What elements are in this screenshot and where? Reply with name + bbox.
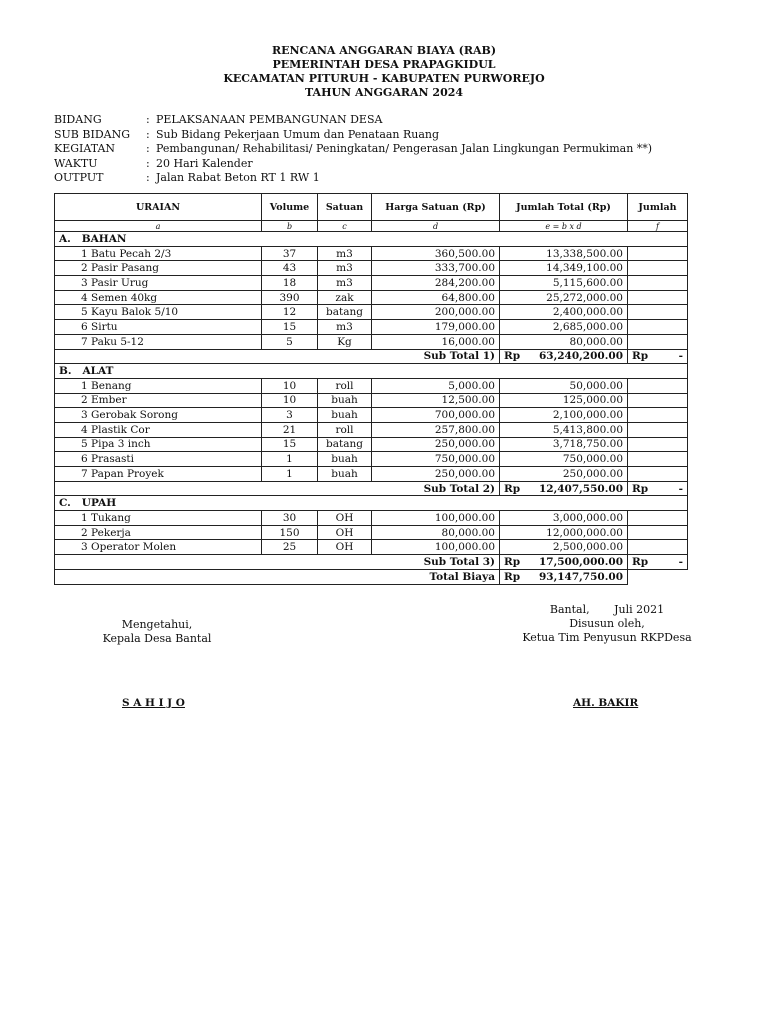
total-empty bbox=[628, 569, 688, 584]
item-unit-price: 700,000.00 bbox=[372, 408, 500, 423]
item-description: 3 Gerobak Sorong bbox=[55, 408, 262, 423]
section-label: A. BAHAN bbox=[55, 232, 688, 247]
item-total: 250,000.00 bbox=[500, 467, 628, 482]
item-jumlah bbox=[628, 334, 688, 349]
item-unit-price: 333,700.00 bbox=[372, 261, 500, 276]
item-unit: buah bbox=[318, 408, 372, 423]
item-description: 5 Pipa 3 inch bbox=[55, 437, 262, 452]
item-jumlah bbox=[628, 408, 688, 423]
section-header-row bbox=[55, 364, 688, 379]
item-unit-price: 16,000.00 bbox=[372, 334, 500, 349]
section-header-row bbox=[55, 232, 688, 247]
item-jumlah bbox=[628, 511, 688, 526]
item-jumlah bbox=[628, 305, 688, 320]
item-unit: zak bbox=[318, 290, 372, 305]
item-volume: 5 bbox=[262, 334, 318, 349]
item-jumlah bbox=[628, 540, 688, 555]
item-unit-price: 257,800.00 bbox=[372, 422, 500, 437]
item-jumlah bbox=[628, 261, 688, 276]
info-separator: : bbox=[146, 113, 150, 126]
item-unit-price: 250,000.00 bbox=[372, 437, 500, 452]
item-unit-price: 360,500.00 bbox=[372, 246, 500, 261]
subtotal-currency: Rp bbox=[504, 555, 521, 568]
total-row bbox=[55, 569, 688, 584]
item-volume: 43 bbox=[262, 261, 318, 276]
item-description: 2 Pasir Pasang bbox=[55, 261, 262, 276]
budget-table bbox=[54, 193, 688, 585]
item-unit-price: 250,000.00 bbox=[372, 467, 500, 482]
info-row bbox=[54, 128, 652, 143]
info-separator: : bbox=[146, 127, 150, 141]
info-key: KEGIATAN bbox=[54, 142, 116, 155]
info-value: Jalan Rabat Beton RT 1 RW 1 bbox=[156, 171, 320, 184]
preparer-name: AH. BAKIR bbox=[573, 697, 639, 709]
item-unit: Kg bbox=[318, 334, 372, 349]
item-unit-price: 179,000.00 bbox=[372, 320, 500, 335]
item-volume: 12 bbox=[262, 305, 318, 320]
subtotal-jumlah-cell bbox=[628, 555, 688, 570]
jumlah-value: - bbox=[678, 555, 683, 568]
item-volume: 25 bbox=[262, 540, 318, 555]
item-total: 14,349,100.00 bbox=[500, 261, 628, 276]
item-jumlah bbox=[628, 422, 688, 437]
item-total: 13,338,500.00 bbox=[500, 246, 628, 261]
section-label: B. ALAT bbox=[55, 364, 688, 379]
table-header-row bbox=[55, 194, 688, 221]
item-description: 2 Ember bbox=[55, 393, 262, 408]
item-unit: roll bbox=[318, 422, 372, 437]
subtotal-value: 63,240,200.00 bbox=[538, 350, 623, 363]
info-row bbox=[54, 113, 652, 128]
item-jumlah bbox=[628, 393, 688, 408]
item-unit-price: 284,200.00 bbox=[372, 276, 500, 291]
item-total: 2,100,000.00 bbox=[500, 408, 628, 423]
item-description: 4 Plastik Cor bbox=[55, 422, 262, 437]
item-description: 2 Pekerja bbox=[55, 525, 262, 540]
item-volume: 21 bbox=[262, 422, 318, 437]
item-volume: 15 bbox=[262, 320, 318, 335]
item-unit-price: 100,000.00 bbox=[372, 540, 500, 555]
item-unit: m3 bbox=[318, 276, 372, 291]
signature-right-block bbox=[514, 603, 700, 645]
item-unit-price: 100,000.00 bbox=[372, 511, 500, 526]
item-unit-price: 5,000.00 bbox=[372, 378, 500, 393]
section-header-row bbox=[55, 496, 688, 511]
jumlah-currency: Rp bbox=[632, 555, 649, 568]
info-row bbox=[54, 171, 652, 186]
table-row bbox=[55, 437, 688, 452]
table-subheader-row bbox=[55, 221, 688, 232]
item-jumlah bbox=[628, 378, 688, 393]
table-row bbox=[55, 320, 688, 335]
info-key: BIDANG bbox=[54, 113, 102, 126]
item-volume: 150 bbox=[262, 525, 318, 540]
title-line-3: KECAMATAN PITURUH - KABUPATEN PURWOREJO bbox=[223, 72, 545, 85]
item-jumlah bbox=[628, 276, 688, 291]
item-volume: 3 bbox=[262, 408, 318, 423]
jumlah-currency: Rp bbox=[632, 482, 649, 495]
item-total: 2,500,000.00 bbox=[500, 540, 628, 555]
col-header-uraian: URAIAN bbox=[55, 194, 262, 221]
table-row bbox=[55, 452, 688, 467]
info-key: OUTPUT bbox=[54, 171, 104, 184]
item-total: 125,000.00 bbox=[500, 393, 628, 408]
item-unit: m3 bbox=[318, 246, 372, 261]
subtotal-row bbox=[55, 555, 688, 570]
place-date: Bantal, Juli 2021 bbox=[549, 603, 665, 616]
item-unit: batang bbox=[318, 437, 372, 452]
table-row bbox=[55, 305, 688, 320]
jumlah-value: - bbox=[678, 350, 683, 363]
item-total: 3,000,000.00 bbox=[500, 511, 628, 526]
subtotal-label: Sub Total 1) bbox=[55, 349, 500, 364]
item-description: 1 Benang bbox=[55, 378, 262, 393]
item-total: 750,000.00 bbox=[500, 452, 628, 467]
table-row bbox=[55, 525, 688, 540]
item-unit: OH bbox=[318, 540, 372, 555]
item-description: 7 Papan Proyek bbox=[55, 467, 262, 482]
item-unit: OH bbox=[318, 525, 372, 540]
item-volume: 15 bbox=[262, 437, 318, 452]
subheader-c: c bbox=[318, 221, 372, 232]
item-description: 5 Kayu Balok 5/10 bbox=[55, 305, 262, 320]
subheader-d: d bbox=[372, 221, 500, 232]
item-jumlah bbox=[628, 525, 688, 540]
item-volume: 30 bbox=[262, 511, 318, 526]
item-volume: 18 bbox=[262, 276, 318, 291]
subheader-a: a bbox=[55, 221, 262, 232]
item-total: 50,000.00 bbox=[500, 378, 628, 393]
table-row bbox=[55, 378, 688, 393]
table-row bbox=[55, 540, 688, 555]
subtotal-value: 17,500,000.00 bbox=[538, 555, 623, 568]
total-label: Total Biaya bbox=[55, 569, 500, 584]
total-currency: Rp bbox=[504, 570, 521, 583]
table-row bbox=[55, 422, 688, 437]
item-jumlah bbox=[628, 320, 688, 335]
activity-info bbox=[54, 113, 652, 186]
item-jumlah bbox=[628, 467, 688, 482]
col-header-volume: Volume bbox=[262, 194, 318, 221]
item-unit: m3 bbox=[318, 320, 372, 335]
subtotal-row bbox=[55, 481, 688, 496]
subtotal-jumlah-cell bbox=[628, 481, 688, 496]
item-jumlah bbox=[628, 246, 688, 261]
item-unit: buah bbox=[318, 452, 372, 467]
subtotal-currency: Rp bbox=[504, 350, 521, 363]
item-unit: batang bbox=[318, 305, 372, 320]
item-jumlah bbox=[628, 290, 688, 305]
approver-title: Kepala Desa Bantal bbox=[102, 632, 212, 645]
subtotal-value-cell bbox=[500, 555, 628, 570]
item-unit-price: 12,500.00 bbox=[372, 393, 500, 408]
prepared-by-label: Disusun oleh, bbox=[569, 617, 645, 630]
item-description: 6 Prasasti bbox=[55, 452, 262, 467]
info-key: SUB BIDANG bbox=[54, 127, 130, 141]
subtotal-value-cell bbox=[500, 349, 628, 364]
jumlah-currency: Rp bbox=[632, 350, 649, 363]
subtotal-jumlah-cell bbox=[628, 349, 688, 364]
item-total: 5,413,800.00 bbox=[500, 422, 628, 437]
subheader-f: f bbox=[628, 221, 688, 232]
info-value: Sub Bidang Pekerjaan Umum dan Penataan Ruang bbox=[156, 127, 440, 141]
item-description: 4 Semen 40kg bbox=[55, 290, 262, 305]
item-unit: buah bbox=[318, 393, 372, 408]
table-row bbox=[55, 246, 688, 261]
info-key: WAKTU bbox=[54, 156, 98, 170]
item-unit: roll bbox=[318, 378, 372, 393]
table-row bbox=[55, 334, 688, 349]
subtotal-label: Sub Total 3) bbox=[55, 555, 500, 570]
item-description: 3 Operator Molen bbox=[55, 540, 262, 555]
total-value-cell bbox=[500, 569, 628, 584]
table-row bbox=[55, 467, 688, 482]
item-jumlah bbox=[628, 452, 688, 467]
subtotal-currency: Rp bbox=[504, 482, 521, 495]
acknowledged-label: Mengetahui, bbox=[121, 618, 193, 631]
item-unit: OH bbox=[318, 511, 372, 526]
item-description: 3 Pasir Urug bbox=[55, 276, 262, 291]
item-total: 12,000,000.00 bbox=[500, 525, 628, 540]
item-unit-price: 200,000.00 bbox=[372, 305, 500, 320]
item-unit-price: 750,000.00 bbox=[372, 452, 500, 467]
item-unit: m3 bbox=[318, 261, 372, 276]
table-row bbox=[55, 408, 688, 423]
approver-name: S A H I J O bbox=[122, 697, 185, 709]
item-jumlah bbox=[628, 437, 688, 452]
item-description: 7 Paku 5-12 bbox=[55, 334, 262, 349]
item-volume: 10 bbox=[262, 393, 318, 408]
item-unit-price: 80,000.00 bbox=[372, 525, 500, 540]
info-value: 20 Hari Kalender bbox=[156, 156, 253, 170]
item-total: 2,685,000.00 bbox=[500, 320, 628, 335]
col-header-jumlah-total: Jumlah Total (Rp) bbox=[500, 194, 628, 221]
table-row bbox=[55, 393, 688, 408]
item-unit: buah bbox=[318, 467, 372, 482]
item-total: 3,718,750.00 bbox=[500, 437, 628, 452]
section-label: C. UPAH bbox=[55, 496, 688, 511]
table-row bbox=[55, 511, 688, 526]
subtotal-row bbox=[55, 349, 688, 364]
item-description: 6 Sirtu bbox=[55, 320, 262, 335]
document-title bbox=[0, 44, 768, 100]
signature-left-block bbox=[96, 618, 218, 646]
item-description: 1 Tukang bbox=[55, 511, 262, 526]
preparer-title: Ketua Tim Penyusun RKPDesa bbox=[522, 631, 692, 644]
item-volume: 390 bbox=[262, 290, 318, 305]
info-separator: : bbox=[146, 171, 150, 184]
item-unit-price: 64,800.00 bbox=[372, 290, 500, 305]
total-value: 93,147,750.00 bbox=[538, 570, 623, 583]
col-header-harga-satuan: Harga Satuan (Rp) bbox=[372, 194, 500, 221]
item-volume: 1 bbox=[262, 467, 318, 482]
jumlah-value: - bbox=[678, 482, 683, 495]
info-separator: : bbox=[146, 156, 150, 170]
item-total: 5,115,600.00 bbox=[500, 276, 628, 291]
subtotal-label: Sub Total 2) bbox=[55, 481, 500, 496]
item-total: 25,272,000.00 bbox=[500, 290, 628, 305]
title-line-1: RENCANA ANGGARAN BIAYA (RAB) bbox=[271, 44, 497, 57]
subheader-e: e = b x d bbox=[500, 221, 628, 232]
info-value: Pembangunan/ Rehabilitasi/ Peningkatan/ Pengerasan Jalan Lingkungan Permukiman **) bbox=[156, 142, 653, 155]
table-row bbox=[55, 276, 688, 291]
col-header-jumlah: Jumlah bbox=[628, 194, 688, 221]
subheader-b: b bbox=[262, 221, 318, 232]
col-header-satuan: Satuan bbox=[318, 194, 372, 221]
item-volume: 37 bbox=[262, 246, 318, 261]
table-row bbox=[55, 261, 688, 276]
info-separator: : bbox=[146, 142, 150, 155]
title-line-2: PEMERINTAH DESA PRAPAGKIDUL bbox=[272, 58, 496, 71]
item-volume: 10 bbox=[262, 378, 318, 393]
info-value: PELAKSANAAN PEMBANGUNAN DESA bbox=[156, 113, 383, 126]
table-row bbox=[55, 290, 688, 305]
subtotal-value: 12,407,550.00 bbox=[538, 482, 623, 495]
subtotal-value-cell bbox=[500, 481, 628, 496]
title-line-4: TAHUN ANGGARAN 2024 bbox=[304, 86, 464, 99]
info-row bbox=[54, 142, 652, 157]
info-row bbox=[54, 157, 652, 172]
item-description: 1 Batu Pecah 2/3 bbox=[55, 246, 262, 261]
item-total: 2,400,000.00 bbox=[500, 305, 628, 320]
item-volume: 1 bbox=[262, 452, 318, 467]
item-total: 80,000.00 bbox=[500, 334, 628, 349]
